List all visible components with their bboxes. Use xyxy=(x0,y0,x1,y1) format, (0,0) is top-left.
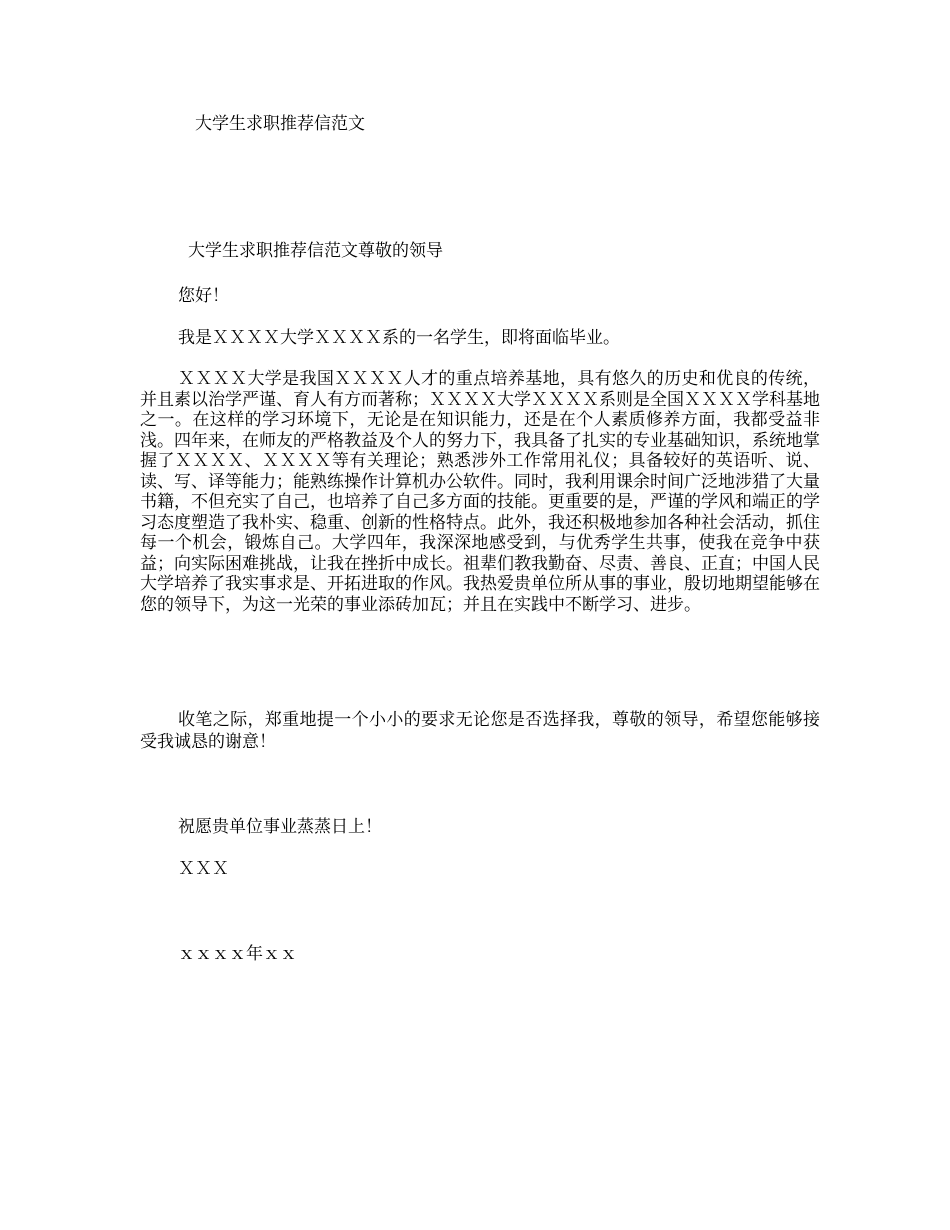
signature-line: ＸＸＸ xyxy=(178,859,229,879)
body-paragraph: ＸＸＸＸ大学是我国ＸＸＸＸ人才的重点培养基地，具有悠久的历史和优良的传统，并且素以治学严谨、育人有方而著称；ＸＸＸＸ大学ＸＸＸＸ系则是全国ＸＸＸＸ学科基地之一。在这样的学习环境下，无论是在知识能力，还是在个人素质修养方面，我都受益非浅。四年来，在师友的严格教益及个人的努力下，我具备了扎实的专业基础知识，系统地掌握了ＸＸＸＸ、ＸＸＸＸ等有关理论；熟悉涉外工作常用礼仪；具备较好的英语听、说、读、写、译等能力；能熟练操作计算机办公软件。同时，我利用课余时间广泛地涉猎了大量书籍，不但充实了自己，也培养了自己多方面的技能。更重要的是，严谨的学风和端正的学习态度塑造了我朴实、稳重、创新的性格特点。此外，我还积极地参加各种社会活动，抓住每一个机会，锻炼自己。大学四年，我深深地感受到，与优秀学生共事，使我在竞争中获益；向实际困难挑战，让我在挫折中成长。祖辈们教我勤奋、尽责、善良、正直；中国人民大学培养了我实事求是、开拓进取的作风。我热爱贵单位所从事的事业，殷切地期望能够在您的领导下，为这一光荣的事业添砖加瓦；并且在实践中不断学习、进步。 xyxy=(140,369,820,615)
greeting-line: 您好！ xyxy=(178,286,229,306)
intro-paragraph: 我是ＸＸＸＸ大学ＸＸＸＸ系的一名学生，即将面临毕业。 xyxy=(178,328,620,348)
document-title: 大学生求职推荐信范文 xyxy=(195,114,365,134)
closing-paragraph: 收笔之际，郑重地提一个小小的要求无论您是否选择我，尊敬的领导，希望您能够接受我诚恳的谢意！ xyxy=(140,710,820,752)
letter-heading: 大学生求职推荐信范文尊敬的领导 xyxy=(188,241,443,261)
date-line: ｘｘｘｘ年ｘｘ xyxy=(178,944,297,964)
wish-line: 祝愿贵单位事业蒸蒸日上！ xyxy=(178,817,382,837)
